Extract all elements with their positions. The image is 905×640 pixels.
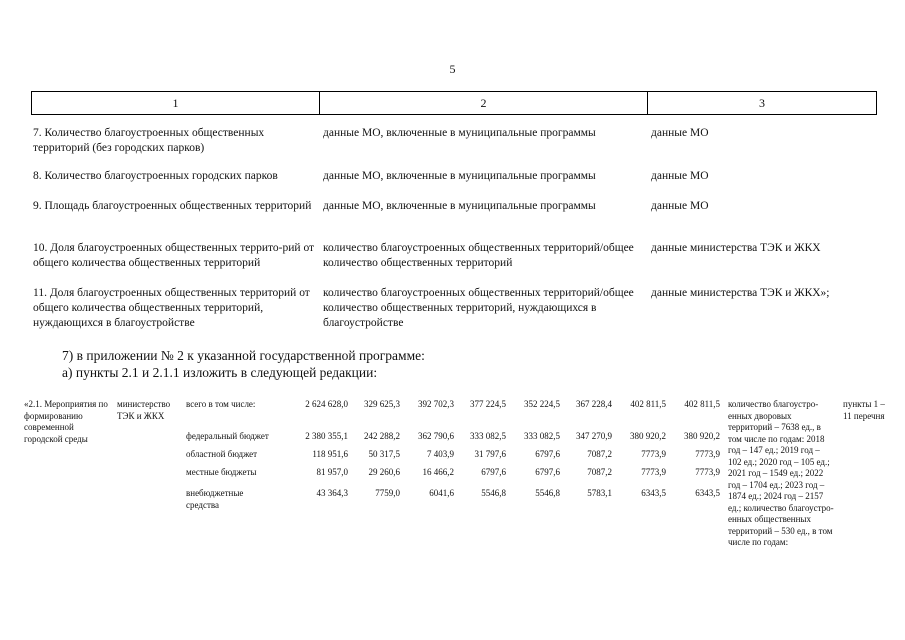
funding-value: 50 317,5 [368, 449, 400, 459]
funding-value: 7759,0 [375, 488, 400, 498]
funding-value: 347 270,9 [576, 431, 612, 441]
row-source: данные министерства ТЭК и ЖКХ [651, 242, 821, 254]
funding-value: 6343,5 [695, 488, 720, 498]
funding-value: 31 797,6 [474, 449, 506, 459]
funding-value: 333 082,5 [470, 431, 506, 441]
funding-value: 380 920,2 [684, 431, 720, 441]
funding-value: 7087,2 [587, 467, 612, 477]
row-indicator: 8. Количество благоустроенных городских парков [33, 170, 278, 182]
header-cell-3: 3 [759, 95, 765, 110]
row-source: данные МО [651, 170, 709, 182]
funding-value: 5783,1 [587, 488, 612, 498]
funding-value: 6797,6 [481, 467, 506, 477]
row-indicator: 11. Доля благоустроенных общественных территорий от общего количества общественных территорий, нуждающихся в благоустройстве [33, 287, 310, 329]
funding-value: 5546,8 [535, 488, 560, 498]
funding-value: 81 957,0 [316, 467, 348, 477]
row-method: данные МО, включенные в муниципальные программы [323, 200, 596, 212]
row-method: количество благоустроенных общественных территорий/общее количество общественных территорий, нуждающихся в благоустройстве [323, 287, 634, 329]
funding-label: всего в том числе: [186, 399, 256, 409]
funding-label: федеральный бюджет [186, 431, 269, 441]
funding-value: 29 260,6 [368, 467, 400, 477]
funding-value: 2 624 628,0 [305, 399, 348, 409]
funding-value: 392 702,3 [418, 399, 454, 409]
paragraph-points: а) пункты 2.1 и 2.1.1 изложить в следующей редакции: [62, 365, 378, 380]
paragraph-appendix: 7) в приложении № 2 к указанной государственной программе: [62, 348, 425, 363]
expected-results: количество благоустро-енных дворовых территорий – 7638 ед., в том числе по годам: 2018 год – 147 ед.; 2019 год – 102 ед.; 2020 год – 105 ед.; 2021 год – 1549 ед.; 2022 год – 1704 ед.; 2023 год – 1874 ед.; 2024 год – 2157 ед.; количество благоустро-енных общественных территорий – 530 ед., в том числе по годам: [728, 399, 834, 547]
row-method: количество благоустроенных общественных территорий/общее количество общественных территорий [323, 242, 634, 269]
funding-value: 16 466,2 [422, 467, 454, 477]
row-source: данные МО [651, 200, 709, 212]
funding-label: областной бюджет [186, 449, 258, 459]
funding-value: 7773,9 [695, 467, 720, 477]
header-cell-1: 1 [32, 92, 320, 114]
header-table [31, 91, 877, 115]
row-indicator: 10. Доля благоустроенных общественных террито-рий от общего количества общественных территорий [33, 242, 315, 269]
row-indicator: 9. Площадь благоустроенных общественных территорий [33, 200, 312, 212]
row-indicator: 7. Количество благоустроенных общественных территорий (без городских парков) [33, 127, 265, 154]
header-cell-2: 2 [320, 92, 648, 114]
funding-value: 352 224,5 [524, 399, 560, 409]
funding-value: 6797,6 [535, 467, 560, 477]
funding-value: 242 288,2 [364, 431, 400, 441]
funding-value: 7773,9 [641, 467, 666, 477]
measure-name: «2.1. Мероприятия по формированию современной городской среды [24, 399, 108, 444]
funding-value: 367 228,4 [576, 399, 612, 409]
funding-value: 6041,6 [429, 488, 454, 498]
related-points: пункты 1 – 11 перечня [843, 399, 885, 421]
row-method: данные МО, включенные в муниципальные программы [323, 170, 596, 182]
funding-value: 2 380 355,1 [305, 431, 348, 441]
funding-value: 362 790,6 [418, 431, 454, 441]
funding-value: 43 364,3 [316, 488, 348, 498]
funding-label: местные бюджеты [186, 467, 257, 477]
row-source: данные министерства ТЭК и ЖКХ»; [651, 287, 830, 299]
funding-value: 7 403,9 [427, 449, 454, 459]
funding-value: 5546,8 [481, 488, 506, 498]
funding-value: 377 224,5 [470, 399, 506, 409]
funding-value: 6343,5 [641, 488, 666, 498]
funding-value: 402 811,5 [684, 399, 720, 409]
funding-value: 380 920,2 [630, 431, 666, 441]
funding-value: 118 951,6 [312, 449, 348, 459]
executor: министерство ТЭК и ЖКХ [117, 399, 171, 421]
funding-value: 402 811,5 [630, 399, 666, 409]
funding-value: 333 082,5 [524, 431, 560, 441]
page-number: 5 [449, 62, 456, 76]
funding-label: внебюджетные средства [186, 488, 244, 510]
funding-value: 329 625,3 [364, 399, 400, 409]
funding-value: 7773,9 [641, 449, 666, 459]
funding-value: 6797,6 [535, 449, 560, 459]
row-source: данные МО [651, 127, 709, 139]
row-method: данные МО, включенные в муниципальные программы [323, 127, 596, 139]
funding-value: 7087,2 [587, 449, 612, 459]
funding-value: 7773,9 [695, 449, 720, 459]
